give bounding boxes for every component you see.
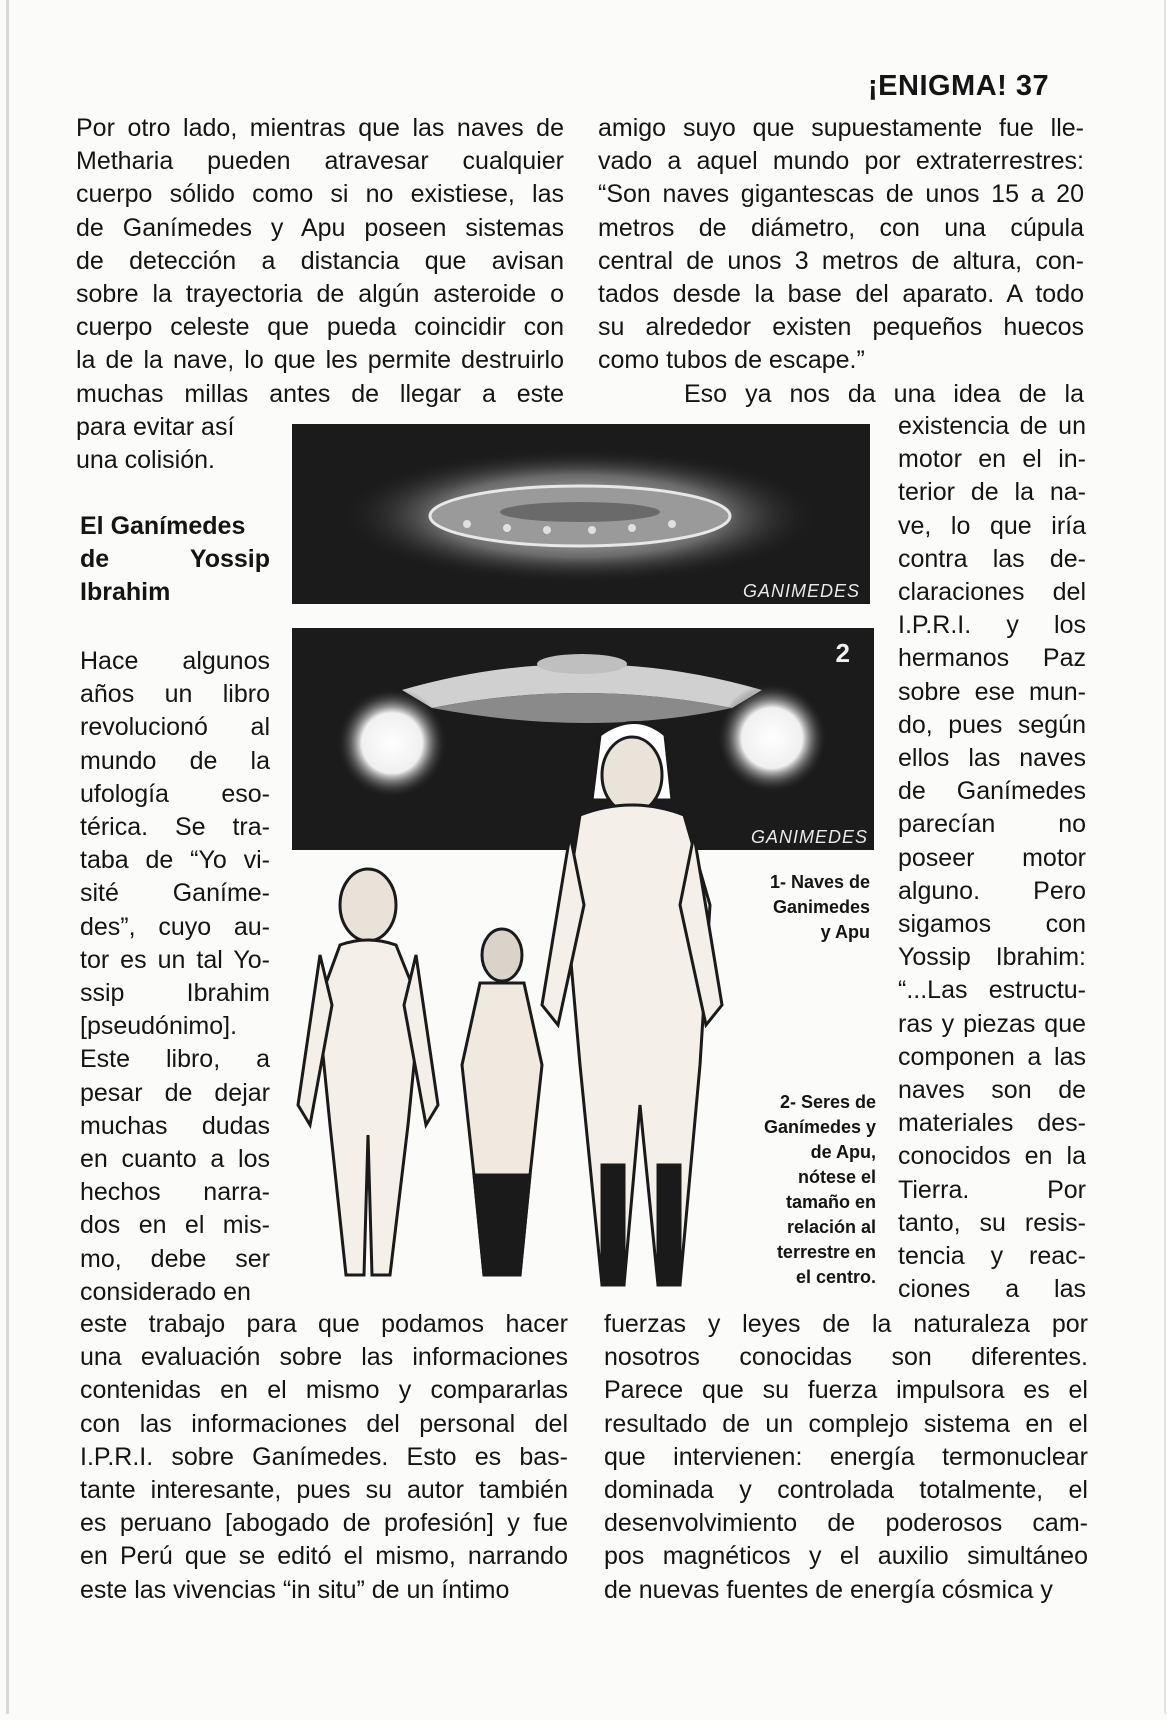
text-line: central de unos 3 metros de altura, con- [598,246,1084,275]
text-line: la de la nave, lo que les permite destruirlo [76,346,564,375]
text-line: sobre ese mun- [898,677,1086,706]
caption-2-line: tamaño en [785,1192,876,1212]
image-number-2: 2 [835,638,850,668]
text-line: do, pues según [898,710,1086,739]
text-line: fuerzas y leyes de la naturaleza por [604,1310,1088,1338]
text-line: tencia y reac- [898,1242,1086,1270]
text-line: en Perú que se editó el mismo, narrando [80,1542,568,1571]
text-line: de detección a distancia que avisan [76,246,564,275]
text-line: materiales des- [898,1109,1086,1138]
text-line: este las vivencias “in situ” de un íntimo [80,1575,510,1604]
text-line: una colisión. [76,446,215,474]
text-line: sobre la trayectoria de algún asteroide o [76,280,564,308]
text-line: su alrededor existen pequeños huecos [598,313,1084,342]
caption-2-line: Ganímedes y [763,1117,876,1137]
text-line: revolucionó al [80,713,270,742]
text-line: cuerpo celeste que pueda coincidir con [76,313,564,342]
text-line: des”, cuyo au- [80,912,270,941]
saucer-1-drawing [292,424,870,604]
text-line: claraciones del [898,578,1086,606]
text-line: ciones a las [898,1275,1086,1304]
text-line: como tubos de escape.” [598,346,865,375]
text-line: Parece que su fuerza impulsora es el [604,1376,1088,1405]
text-line: sité Ganíme- [80,879,270,908]
text-line: muchas millas antes de llegar a este [76,379,564,408]
text-line: de Ganímedes y Apu poseen sistemas [76,213,564,242]
text-line: muchas dudas [80,1111,270,1140]
text-line: poseer motor [898,843,1086,872]
caption-1-line: y Apu [820,922,870,942]
text-line: hermanos Paz [898,644,1086,673]
text-line: terior de la na- [898,478,1086,507]
heading-word-yossip: Yossip [189,545,270,573]
heading-line-1: El Ganímedes [80,512,246,540]
text-line: mundo de la [80,746,270,775]
caption-2-line: nótese el [797,1167,876,1187]
text-line: hechos narra- [80,1178,270,1207]
text-line: ve, lo que iría [898,511,1086,540]
text-line: Hace algunos [80,647,270,675]
text-line: de Ganímedes [898,777,1086,806]
text-line: nosotros conocidas son diferentes. [604,1343,1088,1372]
text-line: es peruano [abogado de profesión] y fue [80,1509,568,1538]
text-line: [pseudónimo]. [80,1012,238,1041]
text-line: parecían no [898,810,1086,839]
text-line: térica. Se tra- [80,813,270,841]
text-line: naves son de [898,1076,1086,1104]
image-stamp-1: GANIMEDES [742,581,860,601]
text-line: Yossip Ibrahim: [898,943,1086,972]
text-line: que intervienen: energía termonuclear [604,1442,1088,1471]
text-line: con las informaciones del personal del [80,1409,568,1438]
text-line: pesar de dejar [80,1078,270,1107]
text-line: mo, debe ser [80,1244,270,1273]
text-line: una evaluación sobre las informaciones [80,1343,568,1372]
text-line: I.P.R.I. y los [898,611,1086,640]
caption-2-line: terrestre en [776,1242,876,1262]
caption-2-line: relación al [786,1217,876,1237]
text-line: Este libro, a [80,1045,270,1074]
text-line: “...Las estructu- [898,976,1086,1005]
text-line: Tierra. Por [898,1175,1086,1204]
image-stamp-2: GANIMEDES [750,827,868,847]
text-line: sigamos con [898,910,1086,938]
illustration-beings [280,705,750,1305]
text-line: Metharia pueden atravesar cualquier [76,147,564,176]
beings-drawing [280,705,750,1305]
text-line: considerado en [80,1277,251,1306]
caption-2-line: de Apu, [810,1142,876,1162]
text-line: este trabajo para que podamos hacer [80,1310,568,1338]
text-line: I.P.R.I. sobre Ganímedes. Esto es bas- [80,1442,568,1471]
text-line: alguno. Pero [898,876,1086,905]
text-line: contra las de- [898,544,1086,573]
text-line: dominada y controlada totalmente, el [604,1476,1088,1504]
text-line: tante interesante, pues su autor también [80,1476,568,1504]
text-line: pos magnéticos y el auxilio simultáneo [604,1542,1088,1571]
text-line: desenvolvimiento de poderosos cam- [604,1509,1088,1538]
caption-1 [710,870,870,945]
text-line: vado a aquel mundo por extraterrestres: [598,147,1084,176]
text-line: ras y piezas que [898,1009,1086,1038]
text-line: resultado de un complejo sistema en el [604,1409,1088,1438]
heading-word-de: de [80,545,110,573]
caption-2-line: 2- Seres de [779,1092,876,1112]
text-line: contenidas en el mismo y compararlas [80,1376,568,1405]
text-line: componen a las [898,1042,1086,1071]
text-line: existencia de un [898,412,1086,440]
text-line: ssip Ibrahim [80,979,270,1007]
text-line: de nuevas fuentes de energía cósmica y [604,1575,1053,1604]
text-line: tor es un tal Yo- [80,945,270,974]
text-line: ufología eso- [80,779,270,808]
text-line: amigo suyo que supuestamente fue lle- [598,114,1084,142]
text-line: cuerpo sólido como si no existiese, las [76,180,564,209]
text-line: años un libro [80,680,270,709]
text-line: Eso ya nos da una idea de la [684,379,1084,408]
caption-1-line: 1- Naves de [769,872,870,892]
text-line: motor en el in- [898,445,1086,474]
page-header: ¡ENIGMA! 37 [868,70,1050,102]
text-line: tanto, su resis- [898,1208,1086,1237]
caption-2-line: el centro. [795,1267,876,1287]
caption-1-line: Ganimedes [772,897,870,917]
illustration-saucer-1 [292,424,870,604]
heading-line-3: Ibrahim [80,578,171,606]
text-line: Por otro lado, mientras que las naves de [76,114,564,142]
text-line: para evitar así [76,412,235,441]
text-line: metros de diámetro, con una cúpula [598,213,1084,242]
text-line: “Son naves gigantescas de unos 15 a 20 [598,180,1084,209]
caption-2 [710,1090,876,1290]
heading-line-2 [80,543,270,576]
text-line: conocidos en la [898,1142,1086,1171]
section-heading [80,510,270,609]
text-line: taba de “Yo vi- [80,846,270,875]
text-line: dos en el mis- [80,1211,270,1240]
text-line: en cuanto a los [80,1145,270,1173]
text-line: ellos las naves [898,744,1086,772]
text-line: tados desde la base del aparato. A todo [598,280,1084,308]
